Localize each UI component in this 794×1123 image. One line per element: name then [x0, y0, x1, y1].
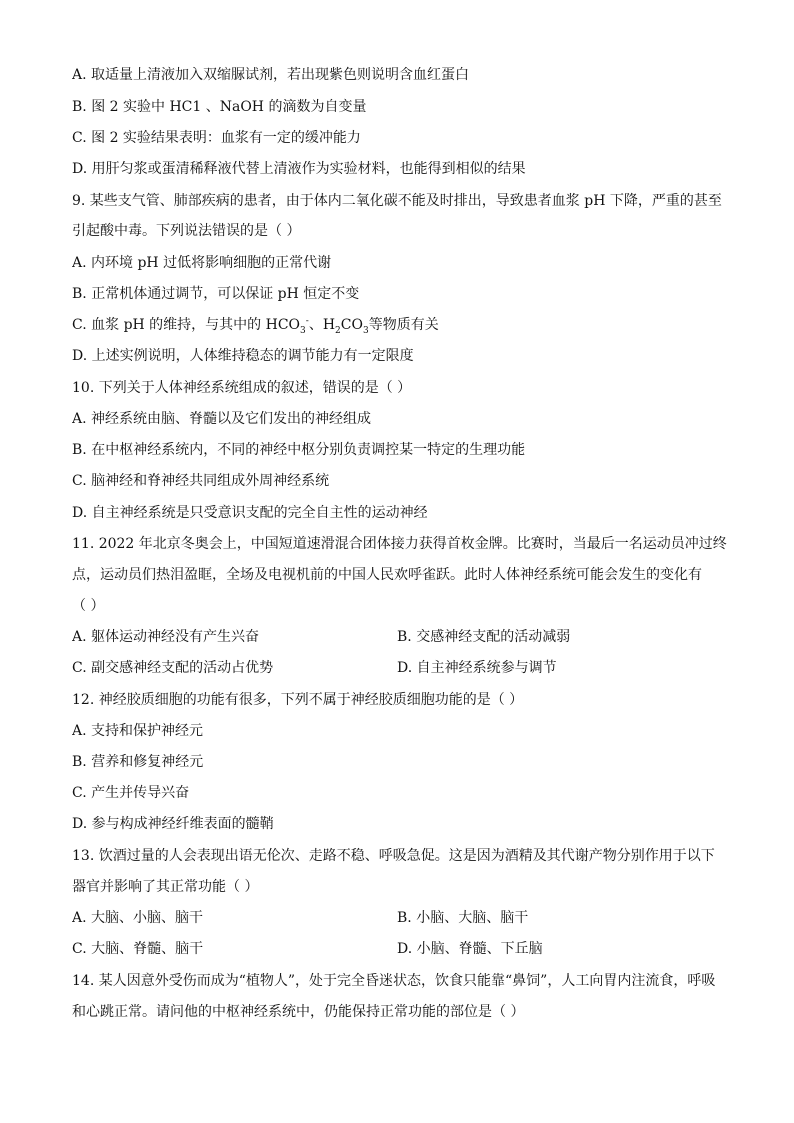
q9-stem-line1: 9. 某些支气管、肺部疾病的患者，由于体内二氧化碳不能及时排出，导致患者血浆 pH 下降，严重的甚至	[72, 193, 722, 209]
q12-option-b: B. 营养和修复神经元	[72, 754, 204, 770]
q9-stem-line2: 引起酸中毒。下列说法错误的是（ ）	[72, 223, 301, 239]
q10-stem: 10. 下列关于人体神经系统组成的叙述，错误的是（ ）	[72, 380, 412, 396]
q9-option-c-sub3: 3	[362, 325, 369, 334]
q8-option-a: A. 取适量上清液加入双缩脲试剂，若出现紫色则说明含血红蛋白	[72, 67, 470, 83]
q10-option-c: C. 脑神经和脊神经共同组成外周神经系统	[72, 473, 330, 489]
q9-option-d: D. 上述实例说明，人体维持稳态的调节能力有一定限度	[72, 348, 414, 364]
q9-option-c-sup: -	[305, 316, 309, 327]
q13-stem-line1: 13. 饮酒过量的人会表现出语无伦次、走路不稳、呼吸急促。这是因为酒精及其代谢产物分别作用于以下	[72, 848, 715, 864]
q13-option-c: C. 大脑、脊髓、脑干	[72, 941, 204, 957]
q12-option-a: A. 支持和保护神经元	[72, 723, 204, 739]
q11-stem-line2: 点，运动员们热泪盈眶，全场及电视机前的中国人民欢呼雀跃。此时人体神经系统可能会发生的变化有	[72, 567, 702, 583]
q9-option-c-suffix: 等物质有关	[368, 317, 439, 333]
q12-option-d: D. 参与构成神经纤维表面的髓鞘	[72, 816, 274, 832]
q13-option-b: B. 小脑、大脑、脑干	[397, 910, 529, 926]
q9-option-c-prefix: C. 血浆 pH 的维持，与其中的 HCO	[72, 317, 301, 333]
q8-option-b: B. 图 2 实验中 HC1 、NaOH 的滴数为自变量	[72, 99, 367, 115]
q13-option-d: D. 小脑、脊髓、下丘脑	[397, 941, 543, 957]
q10-option-d: D. 自主神经系统是只受意识支配的完全自主性的运动神经	[72, 505, 428, 521]
q9-option-c	[72, 316, 732, 334]
q13-option-a: A. 大脑、小脑、脑干	[72, 910, 204, 926]
q11-option-a: A. 躯体运动神经没有产生兴奋	[72, 629, 260, 645]
q11-option-d: D. 自主神经系统参与调节	[397, 660, 557, 676]
q13-stem-line2: 器官并影响了其正常功能（ ）	[72, 879, 259, 895]
q8-option-c: C. 图 2 实验结果表明：血浆有一定的缓冲能力	[72, 130, 361, 146]
q10-option-a: A. 神经系统由脑、脊髓以及它们发出的神经组成	[72, 411, 372, 427]
q8-option-d: D. 用肝匀浆或蛋清稀释液代替上清液作为实验材料，也能得到相似的结果	[72, 161, 526, 177]
q11-option-b: B. 交感神经支配的活动减弱	[397, 629, 571, 645]
q9-option-c-mid: 、H	[308, 317, 336, 333]
q9-option-c-sub1: 3	[300, 325, 306, 334]
q11-option-c: C. 副交感神经支配的活动占优势	[72, 660, 274, 676]
q9-option-b: B. 正常机体通过调节，可以保证 pH 恒定不变	[72, 286, 360, 302]
q9-option-c-co: CO	[340, 317, 363, 333]
q14-stem-line1: 14. 某人因意外受伤而成为“植物人”，处于完全昏迷状态，饮食只能靠“鼻饲”，人工向胃内注流食，呼吸	[72, 973, 716, 989]
q9-option-c-sub2: 2	[335, 325, 341, 334]
q9-option-a: A. 内环境 pH 过低将影响细胞的正常代谢	[72, 255, 332, 271]
q14-stem-line2: 和心跳正常。请问他的中枢神经系统中，仍能保持正常功能的部位是（ ）	[72, 1004, 525, 1020]
q11-stem-line1: 11. 2022 年北京冬奥会上，中国短道速滑混合团体接力获得首枚金牌。比赛时，当最后一名运动员冲过终	[72, 536, 727, 552]
q12-option-c: C. 产生并传导兴奋	[72, 785, 190, 801]
q11-stem-line3: （ ）	[72, 598, 105, 614]
q12-stem: 12. 神经胶质细胞的功能有很多，下列不属于神经胶质细胞功能的是（ ）	[72, 692, 524, 708]
q10-option-b: B. 在中枢神经系统内，不同的神经中枢分别负责调控某一特定的生理功能	[72, 442, 526, 458]
